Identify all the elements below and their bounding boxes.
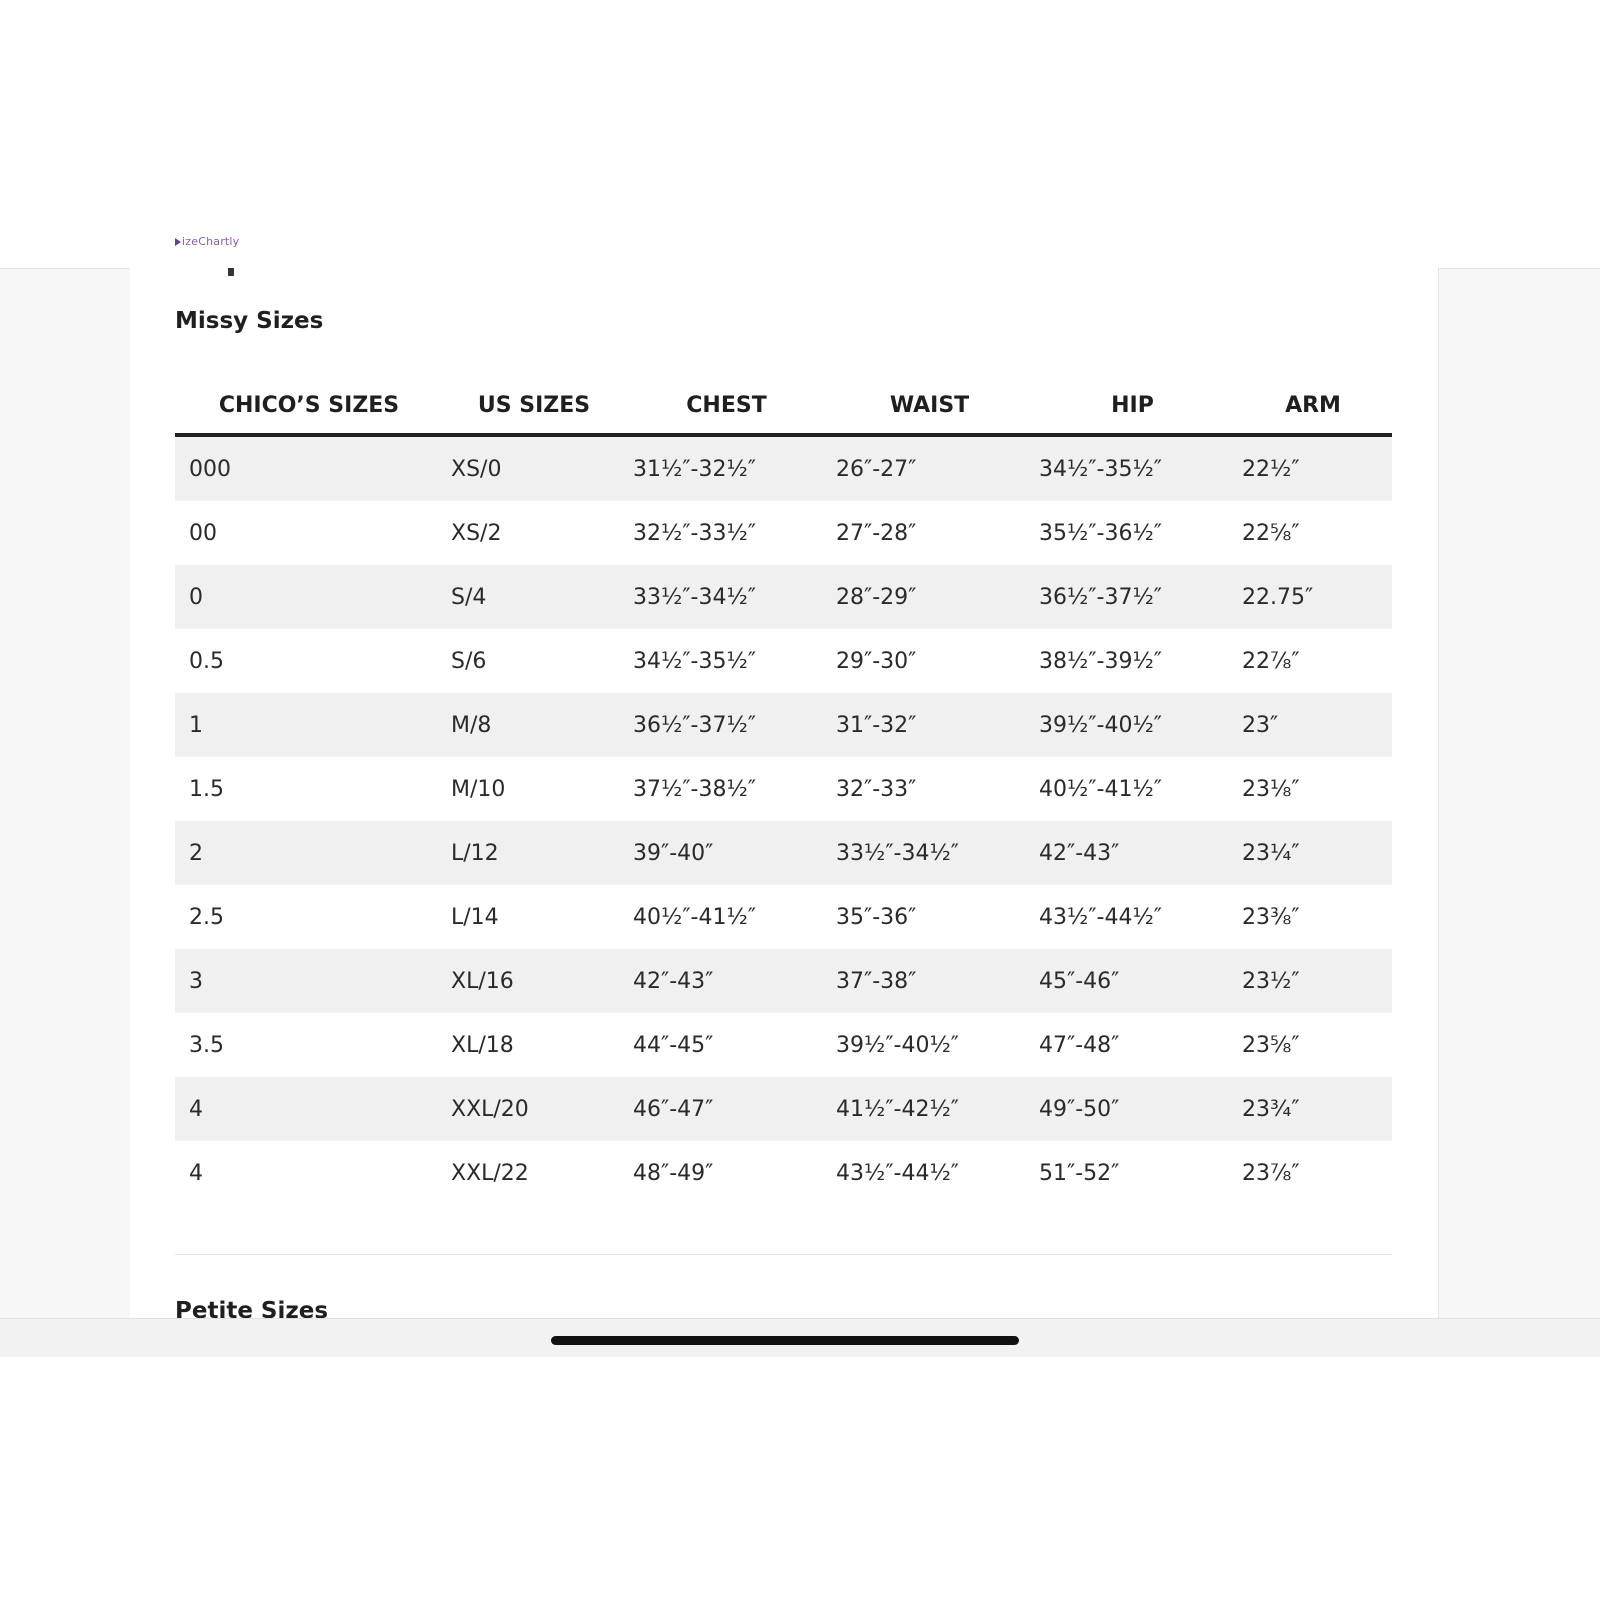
cell-waist: 37″-38″ (828, 949, 1031, 1013)
logo-text: izeChartly (182, 235, 240, 248)
cell-hip: 45″-46″ (1031, 949, 1234, 1013)
cell-arm: 23⅝″ (1242, 1032, 1300, 1058)
cell-waist: 31″-32″ (828, 693, 1031, 757)
bottom-system-bar (0, 1318, 1600, 1357)
cell-chicos-size: 4 (189, 1160, 203, 1186)
cell-chest: 42″-43″ (625, 949, 828, 1013)
cell-chicos-size: 2.5 (189, 904, 224, 930)
site-header (0, 225, 1600, 269)
cell-chicos-size: 00 (189, 520, 217, 546)
cell-chicos-size: 2 (175, 821, 443, 885)
table-row (175, 821, 1392, 885)
cell-hip: 36½″-37½″ (1031, 565, 1234, 629)
cell-chest: 39″-40″ (625, 821, 828, 885)
content-card (130, 268, 1439, 1318)
table-row (175, 501, 1392, 565)
section-divider (175, 1254, 1392, 1255)
cell-chest: 36½″-37½″ (625, 693, 828, 757)
table-row (175, 1013, 1392, 1077)
cell-hip: 34½″-35½″ (1031, 435, 1234, 501)
cell-us-size: S/4 (443, 565, 625, 629)
cell-hip: 47″-48″ (1039, 1032, 1120, 1058)
cell-us-size: XXL/20 (443, 1077, 625, 1141)
table-row (175, 757, 1392, 821)
cell-hip: 39½″-40½″ (1031, 693, 1234, 757)
cell-chest: 40½″-41½″ (633, 904, 757, 930)
column-header-hip: HIP (1031, 378, 1234, 435)
cell-waist: 26″-27″ (828, 435, 1031, 501)
cell-hip: 35½″-36½″ (1039, 520, 1163, 546)
cell-chest: 33½″-34½″ (625, 565, 828, 629)
next-section-title: Petite Sizes (175, 1298, 329, 1318)
table-row (175, 693, 1392, 757)
cell-us-size: L/14 (451, 904, 499, 930)
cell-us-size: XL/16 (443, 949, 625, 1013)
home-indicator[interactable] (551, 1336, 1019, 1345)
cell-arm: 22½″ (1234, 435, 1392, 501)
cell-us-size: S/6 (451, 648, 487, 674)
column-header-us-sizes: US SIZES (443, 378, 625, 435)
cell-chicos-size: 1 (175, 693, 443, 757)
cell-chicos-size: 0 (175, 565, 443, 629)
cell-arm: 23½″ (1234, 949, 1392, 1013)
size-chart-table (175, 378, 1392, 1205)
cell-waist: 27″-28″ (836, 520, 917, 546)
cell-hip: 40½″-41½″ (1039, 776, 1163, 802)
cell-arm: 22.75″ (1234, 565, 1392, 629)
cell-chest: 46″-47″ (625, 1077, 828, 1141)
cell-waist: 35″-36″ (836, 904, 917, 930)
cell-hip: 49″-50″ (1031, 1077, 1234, 1141)
cell-waist: 29″-30″ (836, 648, 917, 674)
cell-chest: 37½″-38½″ (633, 776, 757, 802)
cell-waist: 28″-29″ (828, 565, 1031, 629)
cell-chest: 32½″-33½″ (633, 520, 757, 546)
cell-arm: 23¾″ (1234, 1077, 1392, 1141)
table-row (175, 435, 1392, 501)
clipped-heading-fragment (228, 268, 234, 276)
cell-us-size: XXL/22 (451, 1160, 529, 1186)
cell-arm: 23⅞″ (1242, 1160, 1300, 1186)
cell-chest: 44″-45″ (633, 1032, 714, 1058)
logo-mark-icon (175, 238, 181, 246)
cell-hip: 43½″-44½″ (1039, 904, 1163, 930)
cell-hip: 51″-52″ (1039, 1160, 1120, 1186)
column-header-chicos-sizes: CHICO’S SIZES (175, 378, 443, 435)
cell-waist: 43½″-44½″ (836, 1160, 960, 1186)
cell-us-size: XS/2 (451, 520, 502, 546)
cell-us-size: L/12 (443, 821, 625, 885)
table-row (175, 885, 1392, 949)
cell-chest: 48″-49″ (633, 1160, 714, 1186)
cell-chicos-size: 000 (175, 435, 443, 501)
cell-us-size: M/8 (443, 693, 625, 757)
cell-chicos-size: 3 (175, 949, 443, 1013)
section-title: Missy Sizes (175, 308, 324, 334)
table-row (175, 565, 1392, 629)
table-header-row (175, 378, 1392, 435)
table-row (175, 1141, 1392, 1205)
table-row (175, 1077, 1392, 1141)
cell-waist: 32″-33″ (836, 776, 917, 802)
column-header-waist: WAIST (828, 378, 1031, 435)
cell-chest: 34½″-35½″ (633, 648, 757, 674)
table-row (175, 629, 1392, 693)
table-body (175, 435, 1392, 1205)
cell-arm: 23⅜″ (1242, 904, 1300, 930)
cell-hip: 38½″-39½″ (1039, 648, 1163, 674)
cell-waist: 39½″-40½″ (836, 1032, 960, 1058)
column-header-arm: ARM (1234, 378, 1392, 435)
cell-arm: 22⅞″ (1242, 648, 1300, 674)
table-row (175, 949, 1392, 1013)
cell-arm: 23″ (1234, 693, 1392, 757)
column-header-chest: CHEST (625, 378, 828, 435)
cell-us-size: XS/0 (443, 435, 625, 501)
cell-chicos-size: 4 (175, 1077, 443, 1141)
cell-waist: 33½″-34½″ (828, 821, 1031, 885)
cell-us-size: M/10 (451, 776, 506, 802)
site-logo[interactable] (175, 235, 239, 248)
cell-arm: 23⅛″ (1242, 776, 1300, 802)
cell-waist: 41½″-42½″ (828, 1077, 1031, 1141)
cell-chicos-size: 1.5 (189, 776, 224, 802)
cell-arm: 22⅝″ (1242, 520, 1300, 546)
cell-arm: 23¼″ (1234, 821, 1392, 885)
cell-chicos-size: 0.5 (189, 648, 224, 674)
cell-chest: 31½″-32½″ (625, 435, 828, 501)
cell-chicos-size: 3.5 (189, 1032, 224, 1058)
cell-hip: 42″-43″ (1031, 821, 1234, 885)
cell-us-size: XL/18 (451, 1032, 514, 1058)
